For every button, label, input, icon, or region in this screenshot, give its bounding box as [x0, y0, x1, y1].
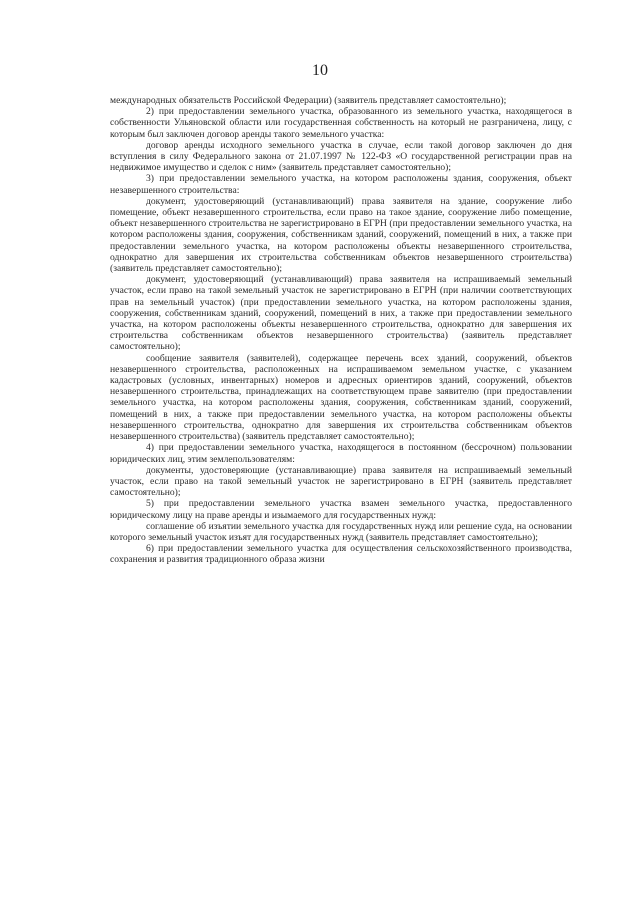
paragraph: международных обязательств Российской Федерации) (заявитель представляет самостоятельно); — [110, 95, 507, 106]
document-body — [110, 95, 572, 566]
paragraph: 4) при предоставлении земельного участка, находящегося в постоянном (бессрочном) пользовании юридических лиц, этим землепользователям: — [110, 442, 572, 465]
page-number: 10 — [312, 62, 328, 79]
paragraph: сообщение заявителя (заявителей), содержащее перечень всех зданий, сооружений, объектов незавершенного строительства, расположенных на испрашиваемом земельном участке, с указанием кадастровых (условных, инвентарных) номеров и адресных ориентиров зданий, сооружений, объектов незавершенного строительства, принадлежащих на соответствующем праве заявителю (при предоставлении земельного участка, на котором расположены здания, сооружения, собственникам зданий, сооружений, помещений в них, а также при предоставлении земельного участка, на котором расположены объекты незавершенного строительства, однократно для завершения их строительства собственникам объектов незавершенного строительства) (заявитель представляет самостоятельно); — [110, 352, 572, 443]
paragraph: документ, удостоверяющий (устанавливающий) права заявителя на испрашиваемый земельный участок, если право на такой земельный участок не зарегистрировано в ЕГРН (при наличии соответствующих прав на земельный участок) (при предоставлении земельного участка, на котором расположены здания, сооружения, собственникам зданий, сооружений, помещений в них, а также при предоставлении земельного участка, на котором расположены объекты незавершенного строительства, однократно для завершения их строительства собственникам объектов незавершенного строительства) (заявитель представляет самостоятельно); — [110, 274, 572, 353]
paragraph: 3) при предоставлении земельного участка, на котором расположены здания, сооружения, объект незавершенного строительства: — [110, 173, 572, 196]
paragraph: 6) при предоставлении земельного участка для осуществления сельскохозяйственного производства, сохранения и развития традиционного образа жизни — [110, 543, 572, 566]
paragraph: 2) при предоставлении земельного участка, образованного из земельного участка, находящегося в собственности Ульяновской области или государственная собственность на который не разграничена, лицу, с которым был заключен договор аренды такого земельного участка: — [110, 106, 572, 140]
paragraph: договор аренды исходного земельного участка в случае, если такой договор заключен до дня вступления в силу Федерального закона от 21.07.1997 № 122-ФЗ «О государственной регистрации прав на недвижимое имущество и сделок с ним» (заявитель представляет самостоятельно); — [110, 139, 572, 174]
paragraph: документы, удостоверяющие (устанавливающие) права заявителя на испрашиваемый земельный участок, если право на такой земельный участок не зарегистрировано в ЕГРН (заявитель представляет самостоятельно); — [110, 464, 572, 499]
paragraph: документ, удостоверяющий (устанавливающий) права заявителя на здание, сооружение либо помещение, объект незавершенного строительства, если право на такое здание, сооружение либо помещение, объект незавершенного строительства не зарегистрировано в ЕГРН (при предоставлении земельного участка, на котором расположены здания, сооружения, собственникам зданий, сооружений, помещений в них, а также при предоставлении земельного участка, на котором расположены объекты незавершенного строительства, однократно для завершения их строительства собственникам объектов незавершенного строительства) (заявитель представляет самостоятельно); — [110, 195, 572, 275]
paragraph: соглашение об изъятии земельного участка для государственных нужд или решение суда, на основании которого земельный участок изъят для государственных нужд (заявитель представляет самостоятельно); — [110, 520, 572, 543]
paragraph: 5) при предоставлении земельного участка взамен земельного участка, предоставленного юридическому лицу на праве аренды и изымаемого для государственных нужд: — [110, 498, 572, 521]
